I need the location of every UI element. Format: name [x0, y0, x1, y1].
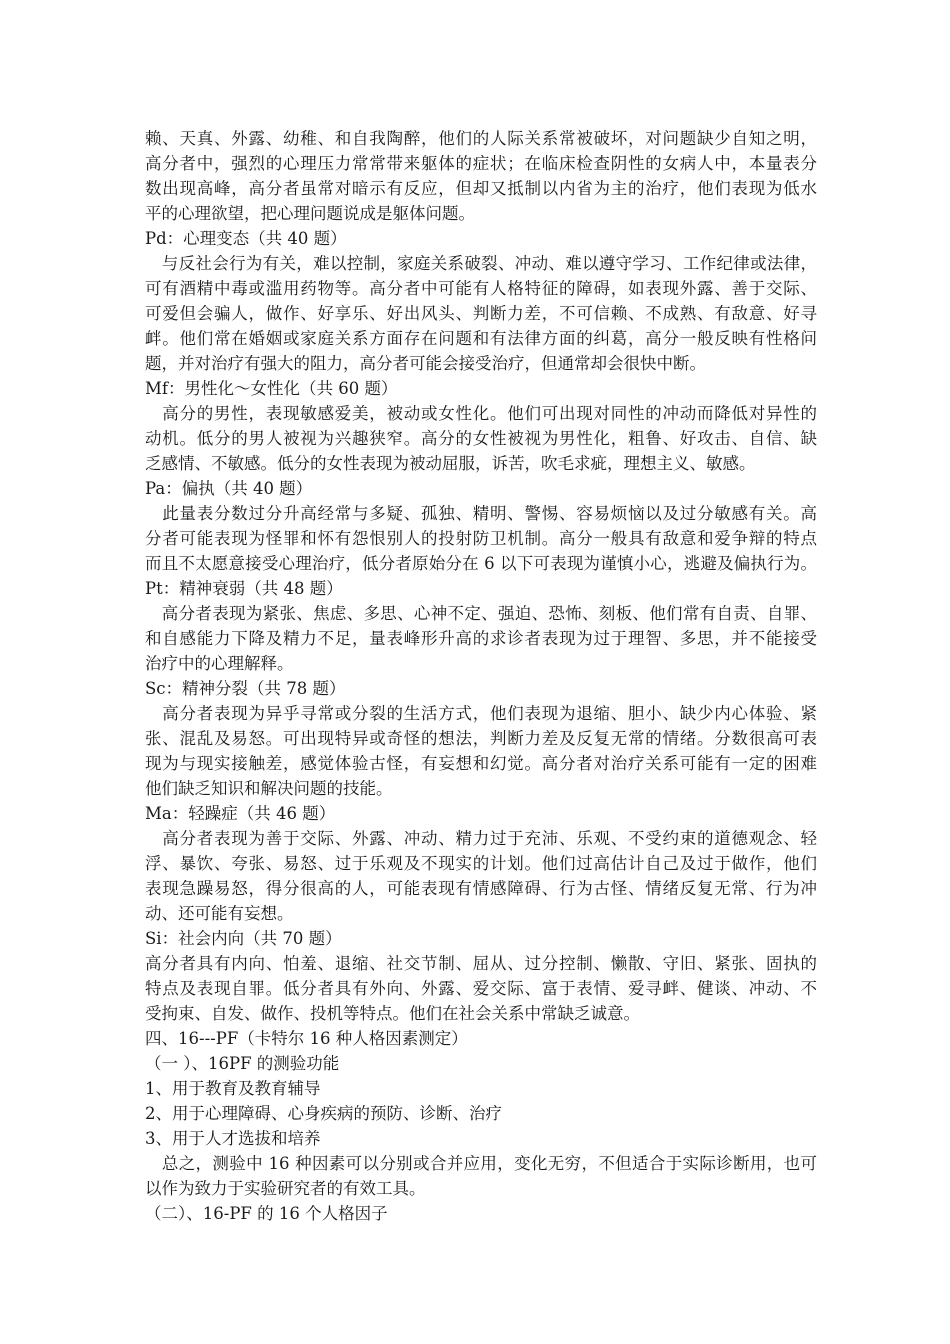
text-line: 高分者表现为异乎寻常或分裂的生活方式，他们表现为退缩、胆小、缺少内心体验、紧	[145, 704, 817, 723]
text-line: 四、16---PF（卡特尔 16 种人格因素测定）	[145, 1029, 468, 1048]
text-line: 3、用于人才选拔和培养	[145, 1129, 321, 1148]
text-line: 衅。他们常在婚姻或家庭关系方面存在问题和有法律方面的纠葛，高分一般反映有性格问	[145, 329, 817, 348]
text-line: 分者可能表现为怪罪和怀有怨恨别人的投射防卫机制。高分一般具有敌意和爱争辩的特点	[145, 529, 817, 548]
text-line: 可爱但会骗人，做作、好享乐、好出风头、判断力差，不可信赖、不成熟、有敌意、好寻	[145, 304, 817, 323]
text-line: 动、还可能有妄想。	[145, 904, 294, 923]
text-line: 2、用于心理障碍、心身疾病的预防、诊断、治疗	[145, 1104, 502, 1123]
text-line: 数出现高峰，高分者虽常对暗示有反应，但却又抵制以内省为主的治疗，他们表现为低水	[145, 179, 817, 198]
text-line: （一 ）、16PF 的测验功能	[145, 1054, 340, 1073]
text-line: Mf：男性化～女性化（共 60 题）	[145, 379, 398, 398]
text-line: Pa：偏执（共 40 题）	[145, 479, 313, 498]
text-line: 而且不太愿意接受心理治疗，低分者原始分在 6 以下可表现为谨慎小心，逃避及偏执行为。	[145, 554, 817, 573]
text-line: 浮、暴饮、夸张、易怒、过于乐观及不现实的计划。他们过高估计自己及过于做作，他们	[145, 854, 817, 873]
text-line: 高分者中，强烈的心理压力常常带来躯体的症状；在临床检查阴性的女病人中，本量表分	[145, 154, 817, 173]
text-line: 高分者表现为紧张、焦虑、多思、心神不定、强迫、恐怖、刻板、他们常有自责、自罪、	[145, 604, 817, 623]
text-line: 高分者具有内向、怕羞、退缩、社交节制、屈从、过分控制、懒散、守旧、紧张、固执的	[145, 954, 817, 973]
text-line: Si：社会内向（共 70 题）	[145, 929, 342, 948]
text-line: 乏感情、不敏感。低分的女性表现为被动屈服，诉苦，吹毛求疵，理想主义、敏感。	[145, 454, 756, 473]
document-body	[145, 126, 817, 1226]
text-line: 受拘束、自发、做作、投机等特点。他们在社会关系中常缺乏诚意。	[145, 1004, 640, 1023]
text-line: 赖、天真、外露、幼稚、和自我陶醉，他们的人际关系常被破坏，对问题缺少自知之明，	[145, 129, 817, 148]
text-line: 动机。低分的男人被视为兴趣狭窄。高分的女性被视为男性化，粗鲁、好攻击、自信、缺	[145, 429, 817, 448]
text-line: 现为与现实接触差，感觉体验古怪，有妄想和幻觉。高分者对治疗关系可能有一定的困难	[145, 754, 817, 773]
text-line: Pd：心理变态（共 40 题）	[145, 229, 347, 248]
text-line: 平的心理欲望，把心理问题说成是躯体问题。	[145, 204, 475, 223]
text-line: 高分的男性，表现敏感爱美，被动或女性化。他们可出现对同性的冲动而降低对异性的	[145, 404, 817, 423]
text-line: 张、混乱及易怒。可出现特异或奇怪的想法，判断力差及反复无常的情绪。分数很高可表	[145, 729, 817, 748]
text-line: 此量表分数过分升高经常与多疑、孤独、精明、警惕、容易烦恼以及过分敏感有关。高	[145, 504, 817, 523]
text-line: 可有酒精中毒或滥用药物等。高分者中可能有人格特征的障碍，如表现外露、善于交际、	[145, 279, 817, 298]
text-line: 高分者表现为善于交际、外露、冲动、精力过于充沛、乐观、不受约束的道德观念、轻	[145, 829, 817, 848]
text-line: 与反社会行为有关，难以控制，家庭关系破裂、冲动、难以遵守学习、工作纪律或法律，	[145, 254, 817, 273]
text-line: 和自感能力下降及精力不足，量表峰形升高的求诊者表现为过于理智、多思，并不能接受	[145, 629, 817, 648]
text-line: 以作为致力于实验研究者的有效工具。	[145, 1179, 426, 1198]
text-line: （二）、16-PF 的 16 个人格因子	[145, 1204, 388, 1223]
text-line: 总之，测验中 16 种因素可以分别或合并应用，变化无穷，不但适合于实际诊断用，也可	[145, 1154, 817, 1173]
text-line: 特点及表现自罪。低分者具有外向、外露、爱交际、富于表情、爱寻衅、健谈、冲动、不	[145, 979, 817, 998]
text-line: 表现急躁易怒，得分很高的人，可能表现有情感障碍、行为古怪、情绪反复无常、行为冲	[145, 879, 817, 898]
text-line: 题，并对治疗有强大的阻力，高分者可能会接受治疗，但通常却会很快中断。	[145, 354, 706, 373]
text-line: 治疗中的心理解释。	[145, 654, 294, 673]
text-line: 他们缺乏知识和解决问题的技能。	[145, 779, 393, 798]
text-line: 1、用于教育及教育辅导	[145, 1079, 321, 1098]
text-line: Ma：轻躁症（共 46 题）	[145, 804, 336, 823]
text-line: Sc：精神分裂（共 78 题）	[145, 679, 346, 698]
text-line: Pt：精神衰弱（共 48 题）	[145, 579, 343, 598]
